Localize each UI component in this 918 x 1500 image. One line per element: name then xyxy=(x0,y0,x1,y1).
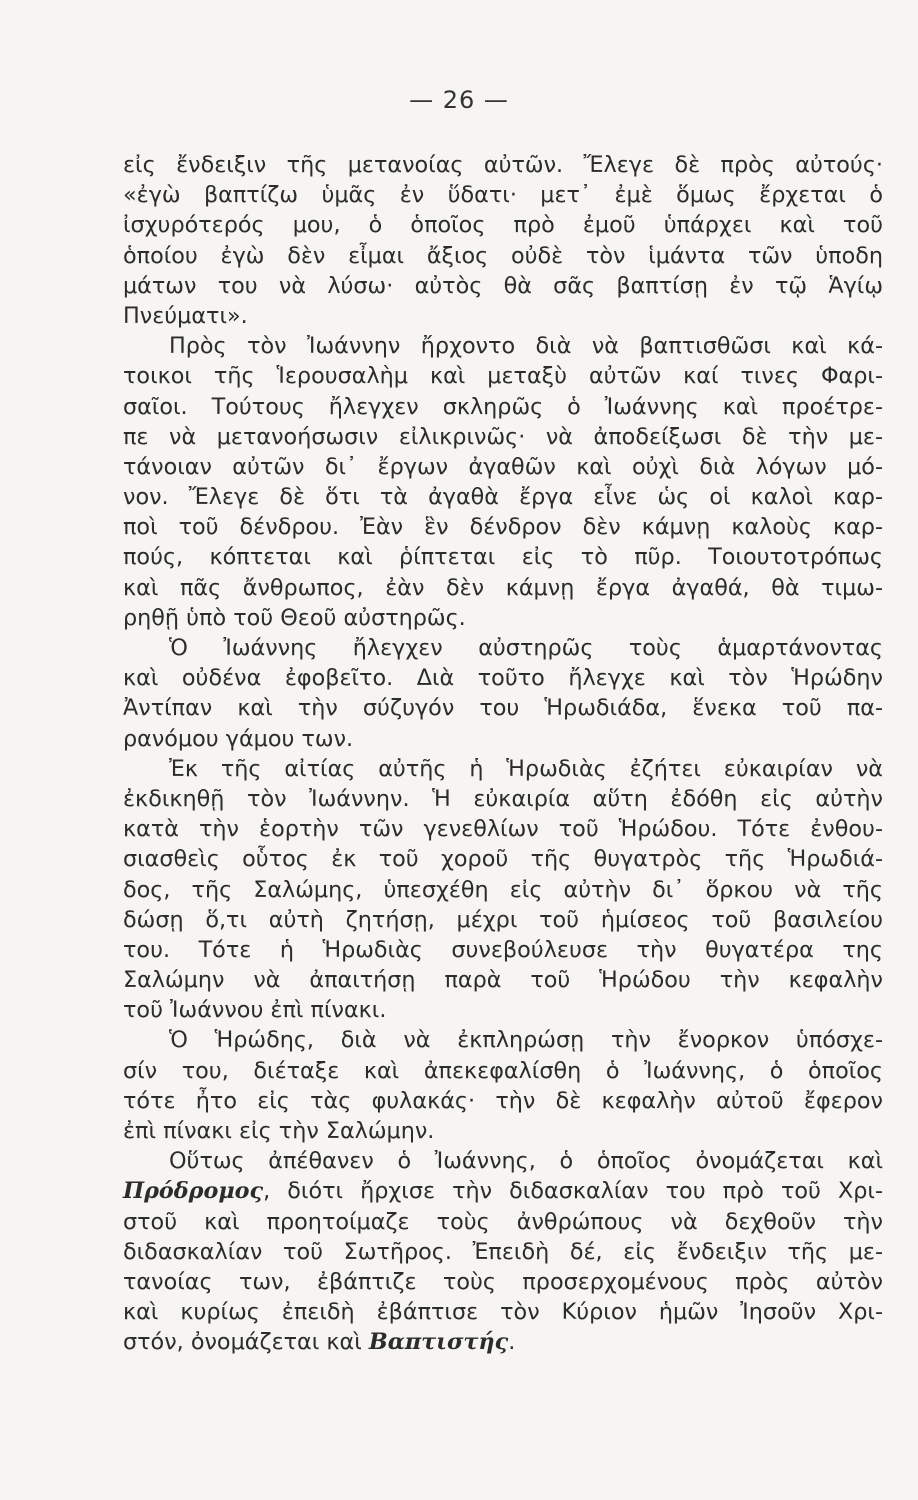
text-line-content: σαῖοι. Τούτους ἤλεγχεν σκληρῶς ὁ Ἰωάννης καὶ προέτρε- xyxy=(123,393,883,420)
text-line xyxy=(123,1267,883,1297)
text-line-prefix: στόν, ὀνομάζεται καὶ xyxy=(123,1329,369,1356)
text-line xyxy=(123,1176,883,1206)
text-line-content: ποὶ τοῦ δένδρου. Ἐὰν ἓν δένδρον δὲν κάμνῃ καλοὺς καρ- xyxy=(123,514,883,541)
text-line-content: τοῦ Ἰωάννου ἐπὶ πίνακι. xyxy=(123,997,387,1024)
text-line-content: τανοίας των, ἐβάπτιζε τοὺς προσερχομένους πρὸς αὐτὸν xyxy=(123,1268,883,1295)
text-line xyxy=(123,180,883,210)
text-line xyxy=(123,301,883,331)
text-line xyxy=(123,724,883,754)
text-line xyxy=(123,150,883,180)
text-line xyxy=(123,331,883,361)
text-line-content: τοικοι τῆς Ἱερουσαλὴμ καὶ μεταξὺ αὐτῶν καί τινες Φαρι- xyxy=(123,363,883,390)
text-line-content: Ὁ Ἰωάννης ἤλεγχεν αὐστηρῶς τοὺς ἁμαρτάνοντας xyxy=(169,635,883,661)
text-line-content: ἐκδικηθῇ τὸν Ἰωάννην. Ἡ εὐκαιρία αὕτη ἐδόθη εἰς αὐτὴν xyxy=(123,785,883,812)
text-line xyxy=(123,995,883,1025)
text-line-content: ὁποίου ἐγὼ δὲν εἶμαι ἄξιος οὐδὲ τὸν ἱμάντα τῶν ὑποδη xyxy=(123,242,883,269)
text-line-content: , διότι ἤρχισε τὴν διδασκαλίαν του πρὸ τοῦ Χρι- xyxy=(263,1178,883,1205)
text-line-content: κατὰ τὴν ἑορτὴν τῶν γενεθλίων τοῦ Ἡρώδου. Τότε ἐνθου- xyxy=(123,816,883,843)
text-line-content: τάνοιαν αὐτῶν δι᾽ ἔργων ἀγαθῶν καὶ οὐχὶ διὰ λόγων μό- xyxy=(123,453,883,480)
text-line-content: ρανόμου γάμου των. xyxy=(123,725,354,752)
text-line-content: τότε ἦτο εἰς τὰς φυλακάς· τὴν δὲ κεφαλὴν αὐτοῦ ἔφερον xyxy=(123,1087,883,1114)
text-line xyxy=(123,271,883,301)
text-line-content: καὶ κυρίως ἐπειδὴ ἐβάπτισε τὸν Κύριον ἡμῶν Ἰησοῦν Χρι- xyxy=(123,1299,883,1326)
text-line xyxy=(123,693,883,723)
text-line xyxy=(123,1146,883,1176)
text-line-content: σίν του, διέταξε καὶ ἀπεκεφαλίσθη ὁ Ἰωάννης, ὁ ὁποῖος xyxy=(123,1057,883,1084)
text-line xyxy=(123,1327,883,1357)
text-line-content: στοῦ καὶ προητοίμαζε τοὺς ἀνθρώπους νὰ δεχθοῦν τὴν xyxy=(123,1208,883,1235)
page-number: — 26 — xyxy=(409,86,509,114)
text-line xyxy=(123,422,883,452)
text-line-content: Ὁ Ἡρώδης, διὰ νὰ ἐκπληρώσῃ τὴν ἔνορκον ὑπόσχε- xyxy=(169,1027,883,1054)
text-line-content: δώσῃ ὅ,τι αὐτὴ ζητήσῃ, μέχρι τοῦ ἡμίσεος τοῦ βασιλείου xyxy=(123,906,883,933)
text-line xyxy=(123,784,883,814)
text-line xyxy=(123,663,883,693)
text-line-content: πε νὰ μετανοήσωσιν εἰλικρινῶς· νὰ ἀποδείξωσι δὲ τὴν με- xyxy=(123,423,883,450)
text-line-content: «ἐγὼ βαπτίζω ὑμᾶς ἐν ὕδατι· μετ᾽ ἐμὲ ὅμως ἔρχεται ὁ xyxy=(123,182,883,209)
text-line xyxy=(123,210,883,240)
text-line xyxy=(123,361,883,391)
text-line-content: νον. Ἔλεγε δὲ ὅτι τὰ ἀγαθὰ ἔργα εἶνε ὡς οἱ καλοὶ καρ- xyxy=(123,484,883,511)
text-line-content: Ἀντίπαν καὶ τὴν σύζυγόν του Ἡρωδιάδα, ἕνεκα τοῦ πα- xyxy=(123,695,883,722)
text-line xyxy=(123,1025,883,1055)
text-line-content: καὶ οὐδένα ἐφοβεῖτο. Διὰ τοῦτο ἤλεγχε καὶ τὸν Ἡρώδην xyxy=(123,665,883,692)
text-line xyxy=(123,754,883,784)
text-line xyxy=(123,241,883,271)
text-line xyxy=(123,935,883,965)
text-line-content: πούς, κόπτεται καὶ ῥίπτεται εἰς τὸ πῦρ. Τοιουτοτρόπως xyxy=(123,544,883,571)
text-line-content: Ἐκ τῆς αἰτίας αὐτῆς ἡ Ἡρωδιὰς ἐζήτει εὐκαιρίαν νὰ xyxy=(169,755,883,782)
emphasized-term: Πρόδρομος xyxy=(123,1178,264,1205)
text-line xyxy=(123,1056,883,1086)
text-line xyxy=(123,633,883,663)
text-line xyxy=(123,542,883,572)
text-line xyxy=(123,1297,883,1327)
text-line xyxy=(123,482,883,512)
text-line xyxy=(123,1207,883,1237)
text-line-content: Πνεύματι». xyxy=(123,302,248,329)
text-line-content: δος, τῆς Σαλώμης, ὑπεσχέθη εἰς αὐτὴν δι᾽ ὅρκου νὰ τῆς xyxy=(123,876,883,903)
emphasized-term: Βαπτιστής xyxy=(368,1329,509,1356)
text-line xyxy=(123,573,883,603)
text-line xyxy=(123,814,883,844)
body-text xyxy=(123,150,883,1358)
text-line-content: ρηθῇ ὑπὸ τοῦ Θεοῦ αὐστηρῶς. xyxy=(123,604,466,631)
text-line-content: . xyxy=(508,1329,516,1356)
text-line xyxy=(123,1086,883,1116)
text-line-content: Πρὸς τὸν Ἰωάννην ἤρχοντο διὰ νὰ βαπτισθῶσι καὶ κά- xyxy=(169,333,883,360)
text-line xyxy=(123,603,883,633)
text-line-content: ἐπὶ πίνακι εἰς τὴν Σαλώμην. xyxy=(123,1118,435,1144)
text-line xyxy=(123,512,883,542)
text-line-content: διδασκαλίαν τοῦ Σωτῆρος. Ἐπειδὴ δέ, εἰς ἔνδειξιν τῆς με- xyxy=(123,1238,883,1265)
text-line xyxy=(123,844,883,874)
text-line-content: Σαλώμην νὰ ἀπαιτήσῃ παρὰ τοῦ Ἡρώδου τὴν κεφαλὴν xyxy=(123,967,883,994)
text-line-content: σιασθεὶς οὗτος ἐκ τοῦ χοροῦ τῆς θυγατρὸς τῆς Ἡρωδιά- xyxy=(123,846,883,873)
text-line xyxy=(123,392,883,422)
text-line xyxy=(123,965,883,995)
text-line xyxy=(123,452,883,482)
text-line-content: καὶ πᾶς ἄνθρωπος, ἐὰν δὲν κάμνῃ ἔργα ἀγαθά, θὰ τιμω- xyxy=(123,574,883,601)
text-line xyxy=(123,1116,883,1146)
text-line-content: του. Τότε ἡ Ἡρωδιὰς συνεβούλευσε τὴν θυγατέρα της xyxy=(123,936,883,963)
text-line xyxy=(123,875,883,905)
text-line xyxy=(123,1237,883,1267)
text-line-content: Οὕτως ἀπέθανεν ὁ Ἰωάννης, ὁ ὁποῖος ὀνομάζεται καὶ xyxy=(169,1148,883,1175)
text-line-content: ἰσχυρότερός μου, ὁ ὁποῖος πρὸ ἐμοῦ ὑπάρχει καὶ τοῦ xyxy=(123,212,883,239)
text-line xyxy=(123,905,883,935)
text-line-content: μάτων του νὰ λύσω· αὐτὸς θὰ σᾶς βαπτίσῃ ἐν τῷ Ἁγίῳ xyxy=(123,272,883,299)
text-line-content: εἰς ἔνδειξιν τῆς μετανοίας αὐτῶν. Ἔλεγε δὲ πρὸς αὐτούς· xyxy=(123,152,883,178)
